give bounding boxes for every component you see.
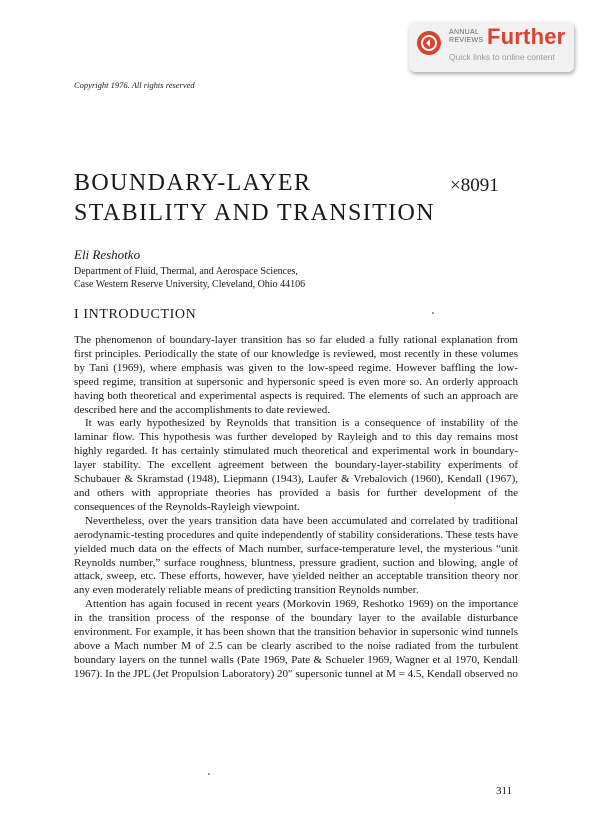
- copyright-notice: Copyright 1976. All rights reserved: [74, 80, 195, 90]
- title-line-1: BOUNDARY-LAYER: [74, 170, 312, 196]
- annual-reviews-logo-icon: [417, 31, 441, 55]
- page-number: 311: [496, 785, 513, 797]
- affiliation-line-2: Case Western Reserve University, Cleveland, Ohio 44106: [74, 279, 306, 290]
- catalog-code: ×8091: [450, 175, 499, 196]
- section-heading: I INTRODUCTION: [74, 307, 197, 322]
- title-line-2: STABILITY AND TRANSITION: [74, 200, 435, 226]
- body-text: [74, 334, 518, 682]
- author-affiliation: [74, 265, 305, 291]
- further-banner[interactable]: [409, 22, 574, 72]
- paragraph: Nevertheless, over the years transition data have been accumulated and correlated by traditional aerodynamic-testing procedures and quite independently of stability considerations. These tests have yielded much data on the effects of Mach number, surface-temperature level, the mysterious “unit Reynolds number,” surface roughness, bluntness, pressure gradient, suction and blowing, angle of attack, sweep, etc. These efforts, however, have yielded neither an acceptable transition theory nor any even moderately reliable means of predicting transition Reynolds number.: [74, 514, 518, 597]
- paragraph: The phenomenon of boundary-layer transition has so far eluded a fully rational explanation from first principles. Periodically the state of our knowledge is reviewed, most recently in these volumes by Tani (1969), where emphasis was given to the low-speed regime. However baffling the low-speed regime, transition at supersonic and hypersonic speed is even more so. An orderly approach having both theoretical and experimental aspects is required. The elements of such an approach are described here and the accomplishments to date reviewed.: [74, 334, 518, 416]
- paragraph: Attention has again focused in recent years (Morkovin 1969, Reshotko 1969) on the importance in the transition process of the response of the boundary layer to the available disturbance environment. For example, it has been shown that the transition behavior in supersonic wind tunnels above a Mach number M of 2.5 can be clearly ascribed to the noise radiated from the turbulent boundary layers on the tunnel walls (Pate 1969, Pate & Schueler 1969, Wagner et al 1970, Kendall 1967). In the JPL (Jet Propulsion Laboratory) 20″ supersonic tunnel at M = 4.5, Kendall observed no: [74, 598, 518, 680]
- annual-reviews-wordmark: ANNUAL REVIEWS: [449, 29, 484, 44]
- speck: [432, 312, 434, 314]
- paragraph: It was early hypothesized by Reynolds that transition is a consequence of instability of the laminar flow. This hypothesis was further developed by Rayleigh and to this day remains most highly regarded. It has certainly stimulated much theoretical and experimental work in boundary-layer stability. The excellent agreement between the boundary-layer-stability experiments of Schubauer & Skramstad (1948), Liepmann (1943), Laufer & Vrebalovich (1960), Kendall (1967), and others with appropriate theories has provided a basis for further development of the consequences of the Reynolds-Rayleigh viewpoint.: [74, 417, 518, 513]
- further-label: Further: [487, 24, 566, 49]
- quick-links-tagline[interactable]: Quick links to online content: [449, 52, 555, 62]
- author-name: Eli Reshotko: [74, 247, 141, 262]
- affiliation-line-1: Department of Fluid, Thermal, and Aerospace Sciences,: [74, 266, 298, 277]
- speck: [208, 773, 210, 775]
- article-title: [74, 168, 435, 228]
